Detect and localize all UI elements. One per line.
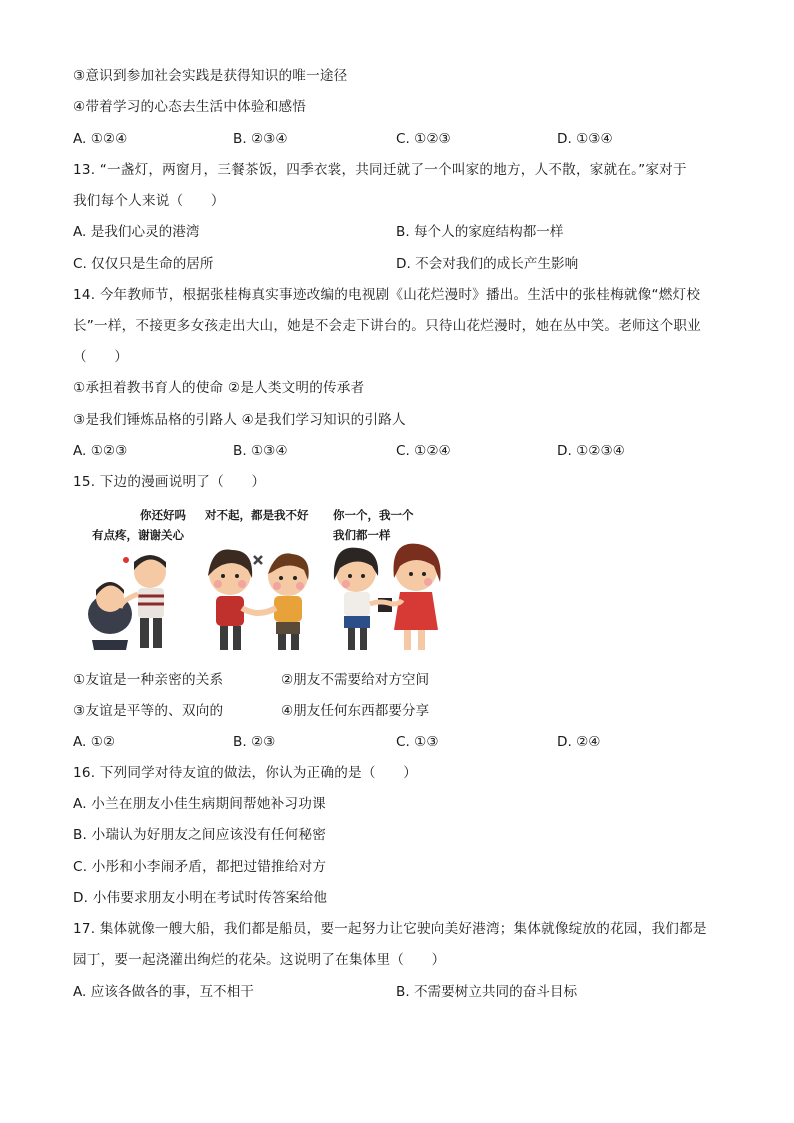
q12-option-b: B. ②③④: [233, 131, 288, 147]
q14-stem-line1: 14. 今年教师节，根据张桂梅真实事迹改编的电视剧《山花烂漫时》播出。生活中的张桂梅就像“燃灯校: [73, 287, 701, 303]
q16-option-c: C. 小彤和小李闹矛盾，都把过错推给对方: [73, 859, 327, 875]
q13-option-b: B. 每个人的家庭结构都一样: [396, 224, 564, 240]
q15-item-3: ③友谊是平等的、双向的: [73, 703, 224, 719]
friendship-comic-illustration: [82, 500, 446, 658]
q14-option-b: B. ①③④: [233, 443, 288, 459]
q14-option-c: C. ①②④: [396, 443, 451, 459]
q14-option-d: D. ①②③④: [557, 443, 625, 459]
comic-bubble-sorry: 对不起，都是我不好: [205, 508, 309, 522]
q12-item-3: ③意识到参加社会实践是获得知识的唯一途径: [73, 68, 348, 84]
q13-stem-line2: 我们每个人来说（ ）: [73, 193, 225, 209]
q12-item-4: ④带着学习的心态去生活中体验和感悟: [73, 99, 307, 115]
q14-items-1-2: ①承担着教书育人的使命 ②是人类文明的传承者: [73, 380, 365, 396]
q16-option-a: A. 小兰在朋友小佳生病期间帮她补习功课: [73, 796, 326, 812]
q17-option-a: A. 应该各做各的事，互不相干: [73, 984, 254, 1000]
q15-option-a: A. ①②: [73, 734, 116, 750]
q17-stem-line2: 园丁，要一起浇灌出绚烂的花朵。这说明了在集体里（ ）: [73, 952, 446, 968]
q14-items-3-4: ③是我们锤炼品格的引路人 ④是我们学习知识的引路人: [73, 412, 406, 428]
q13-option-a: A. 是我们心灵的港湾: [73, 224, 200, 240]
comic-bubble-same: 我们都一样: [333, 528, 391, 542]
q15-item-1: ①友谊是一种亲密的关系: [73, 672, 224, 688]
comic-panel-comfort: [88, 555, 166, 650]
comic-bubble-share: 你一个，我一个: [333, 508, 414, 522]
q15-option-b: B. ②③: [233, 734, 276, 750]
q15-item-2: ②朋友不需要给对方空间: [281, 672, 430, 688]
q13-option-c: C. 仅仅只是生命的居所: [73, 256, 214, 272]
q13-option-d: D. 不会对我们的成长产生影响: [396, 256, 579, 272]
q12-option-d: D. ①③④: [557, 131, 613, 147]
q16-option-d: D. 小伟要求朋友小明在考试时传答案给他: [73, 890, 328, 906]
q12-option-a: A. ①②④: [73, 131, 128, 147]
q15-option-c: C. ①③: [396, 734, 439, 750]
comic-panel-apology: [208, 550, 309, 650]
q14-stem-line3: （ ）: [73, 349, 129, 365]
q14-stem-line2: 长”一样，不接更多女孩走出大山，她是不会走下讲台的。只待山花烂漫时，她在丛中笑。老师这个职业: [73, 318, 701, 334]
q15-item-4: ④朋友任何东西都要分享: [281, 703, 430, 719]
q14-option-a: A. ①②③: [73, 443, 128, 459]
comic-bubble-how-are-you: 你还好吗: [140, 508, 186, 522]
q15-stem: 15. 下边的漫画说明了（ ）: [73, 474, 266, 490]
q13-stem-line1: 13. “一盏灯，两窗月，三餐茶饭，四季衣裳，共同迁就了一个叫家的地方，人不散，家就在。”家对于: [73, 162, 687, 178]
comic-bubble-thanks: 有点疼，谢谢关心: [92, 528, 184, 542]
q16-stem: 16. 下列同学对待友谊的做法，你认为正确的是（ ）: [73, 765, 417, 781]
q17-stem-line1: 17. 集体就像一艘大船，我们都是船员，要一起努力让它驶向美好港湾；集体就像绽放的花园，我们都是: [73, 921, 707, 937]
q17-option-b: B. 不需要树立共同的奋斗目标: [396, 984, 578, 1000]
comic-panel-sharing: [334, 544, 441, 650]
q15-option-d: D. ②④: [557, 734, 601, 750]
q12-option-c: C. ①②③: [396, 131, 451, 147]
q16-option-b: B. 小瑞认为好朋友之间应该没有任何秘密: [73, 827, 327, 843]
